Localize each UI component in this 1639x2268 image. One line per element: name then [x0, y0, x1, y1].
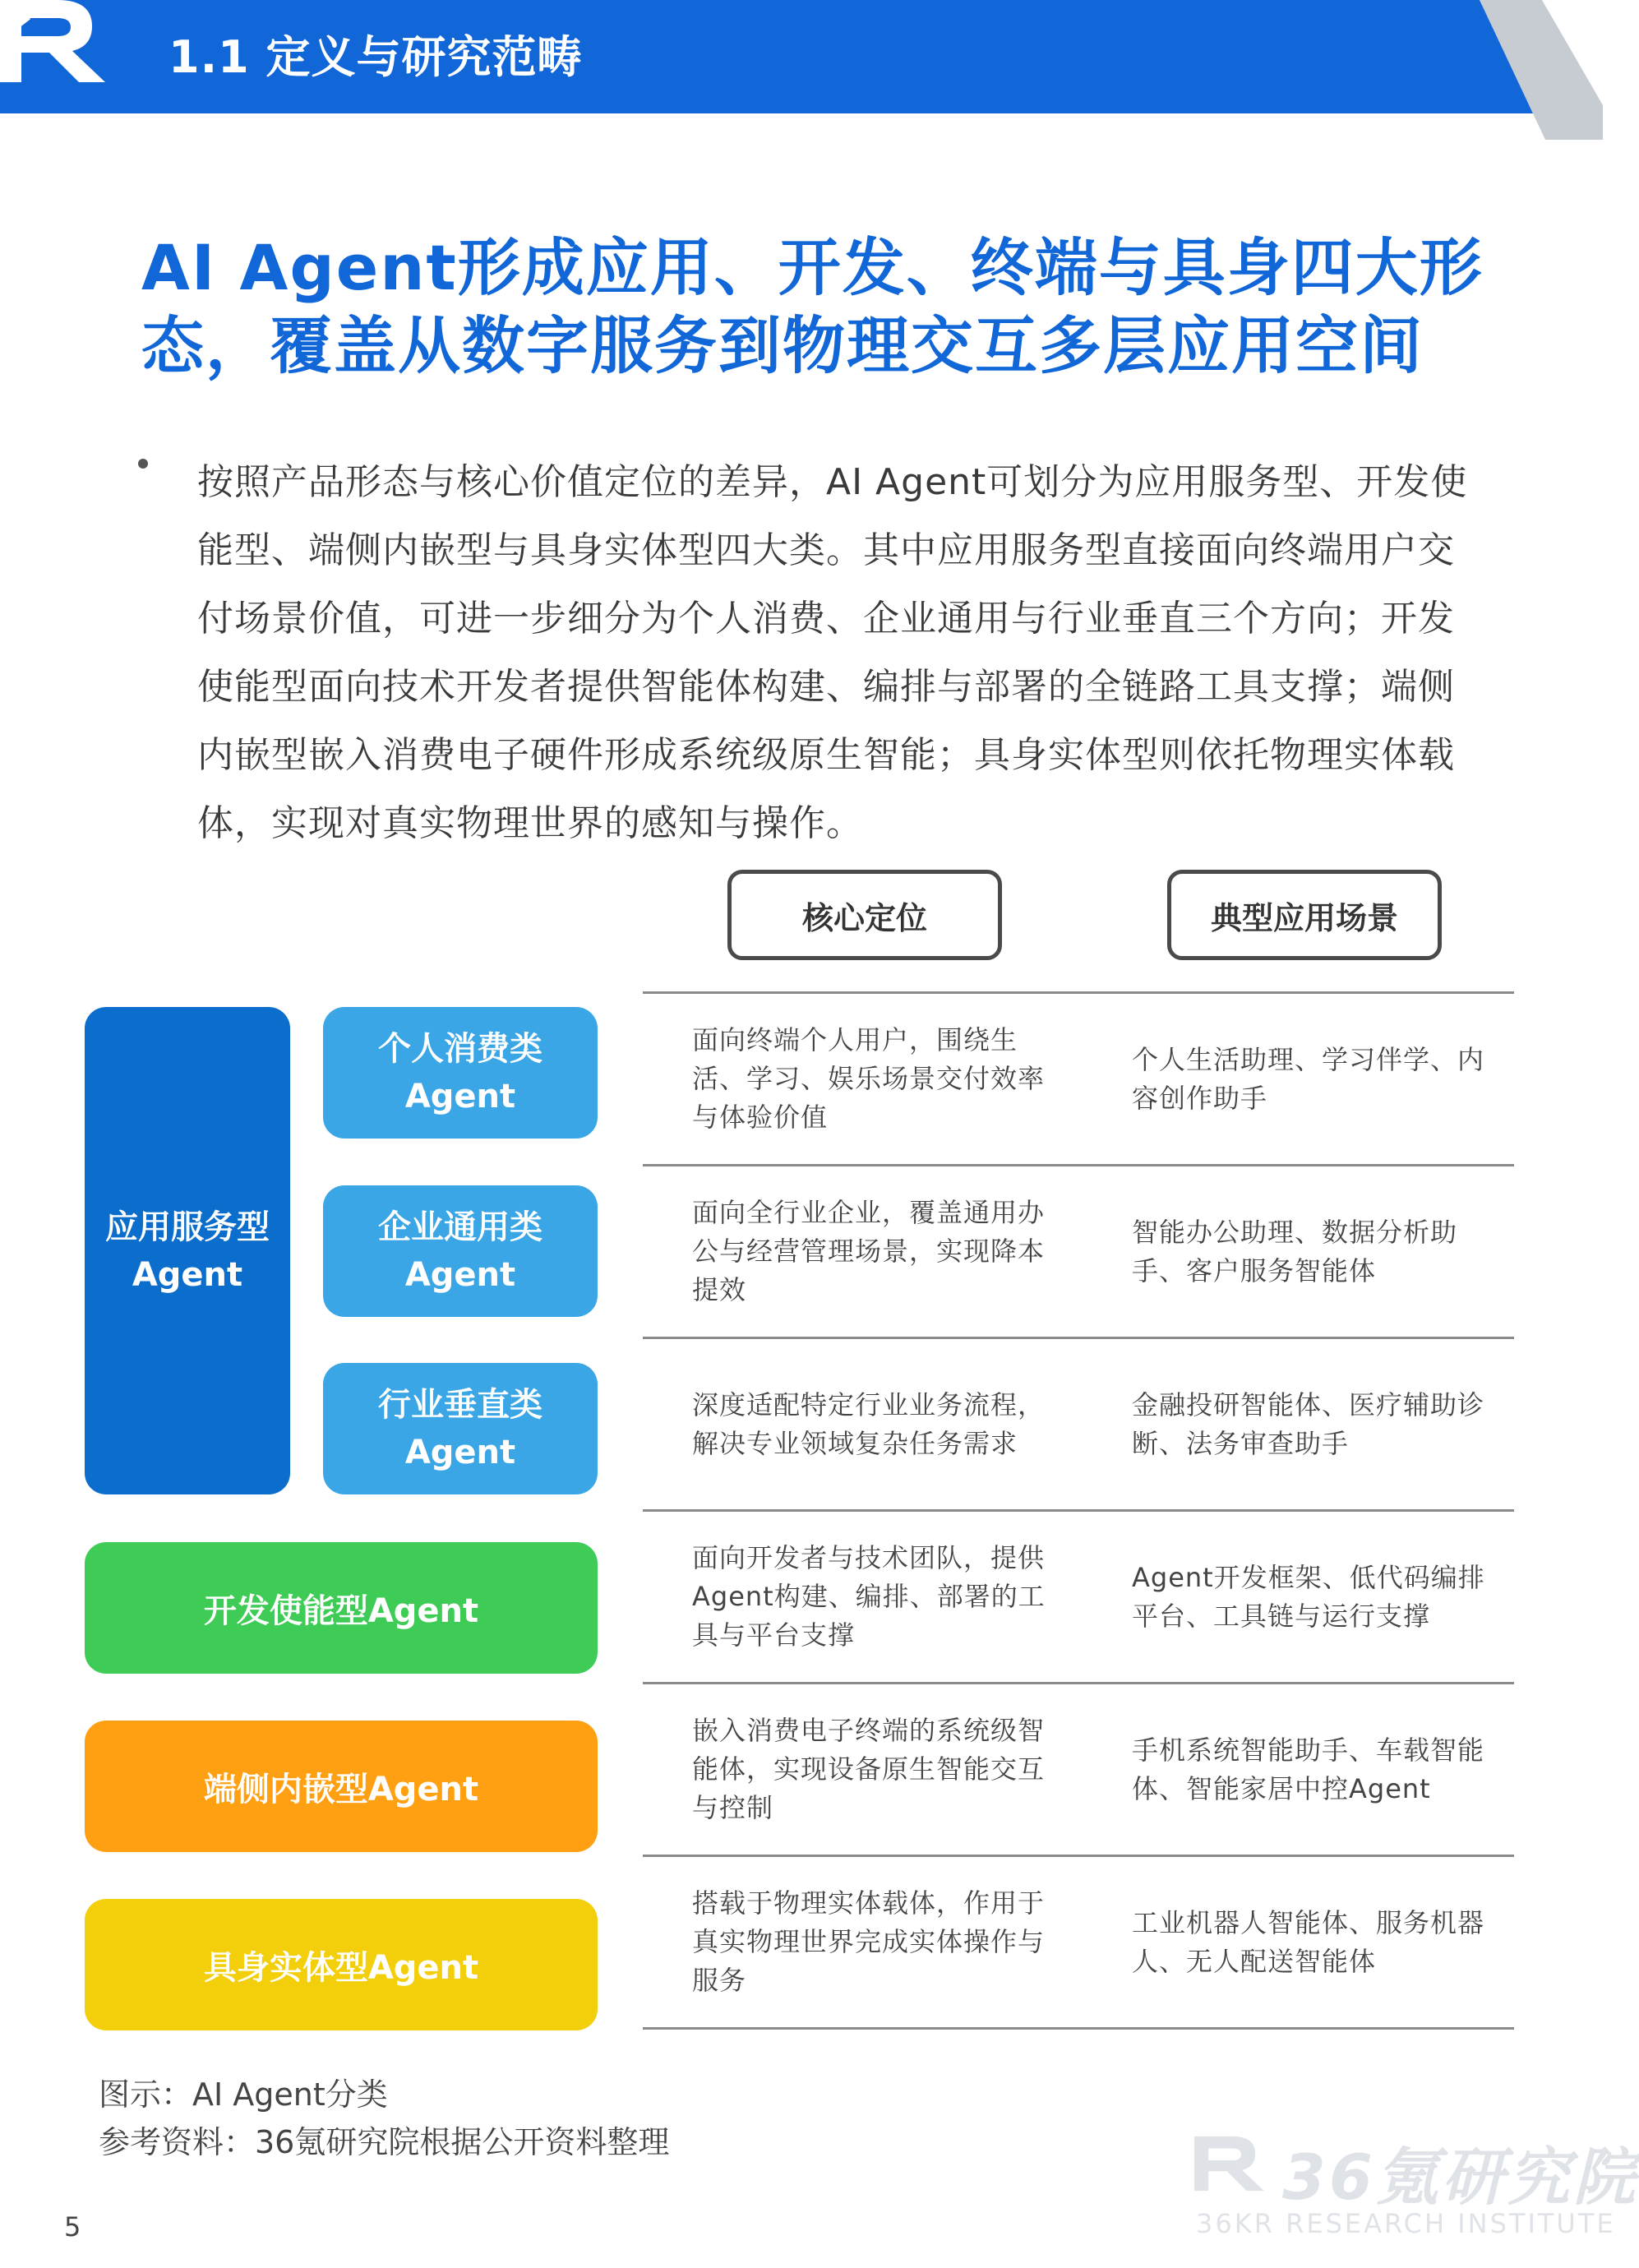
section-title: 1.1 定义与研究范畴 [169, 31, 583, 83]
category-label-line-2: Agent [404, 1434, 516, 1471]
category-industry-vertical [323, 1363, 598, 1494]
bullet-dot [138, 459, 148, 469]
category-label: 开发使能型Agent [203, 1591, 479, 1630]
brand-logo-icon [0, 0, 107, 82]
category-dev-enablement [85, 1542, 598, 1674]
row-divider [643, 1509, 1514, 1512]
column-header-scenario: 典型应用场景 [1167, 870, 1442, 960]
page-number: 5 [64, 2211, 81, 2243]
cell-scenario: 手机系统智能助手、车载智能体、智能家居中控Agent [1132, 1734, 1485, 1804]
cell-position: 面向全行业企业，覆盖通用办公与经营管理场景，实现降本提效 [692, 1197, 1046, 1305]
source-caption: 参考资料：36氪研究院根据公开资料整理 [99, 2124, 670, 2160]
category-personal-consumer [323, 1007, 598, 1139]
category-label-line-1: 应用服务型 [105, 1208, 270, 1246]
category-label-line-1: 企业通用类 [378, 1208, 542, 1246]
category-embodied-entity [85, 1899, 598, 2030]
watermark-logo-icon [1194, 2131, 1265, 2196]
category-on-device-embedded [85, 1721, 598, 1852]
cell-position: 面向开发者与技术团队，提供Agent构建、编排、部署的工具与平台支撑 [692, 1542, 1046, 1651]
category-label: 端侧内嵌型Agent [203, 1770, 479, 1808]
category-label-line-2: Agent [404, 1256, 516, 1294]
cell-scenario: 金融投研智能体、医疗辅助诊断、法务审查助手 [1132, 1389, 1485, 1459]
header-bar [0, 0, 1603, 113]
category-label-line-1: 个人消费类 [378, 1030, 542, 1068]
cell-scenario: 工业机器人智能体、服务机器人、无人配送智能体 [1132, 1907, 1485, 1977]
row-divider [643, 1164, 1514, 1166]
row-divider [643, 1855, 1514, 1857]
category-label-line-2: Agent [132, 1255, 243, 1294]
page-headline [141, 229, 1489, 385]
headline-line-1: AI Agent形成应用、开发、终端与具身四大形 [141, 231, 1484, 304]
cell-position: 嵌入消费电子终端的系统级智能体，实现设备原生智能交互与控制 [692, 1715, 1046, 1823]
cell-scenario: 个人生活助理、学习伴学、内容创作助手 [1132, 1044, 1485, 1114]
headline-line-2: 态，覆盖从数字服务到物理交互多层应用空间 [141, 309, 1424, 382]
watermark-subtitle: 36KR RESEARCH INSTITUTE [1196, 2208, 1616, 2239]
row-divider [643, 1682, 1514, 1684]
watermark-name: 36氪研究院 [1282, 2141, 1639, 2214]
row-divider [643, 2027, 1514, 2030]
column-header-position: 核心定位 [727, 870, 1002, 960]
row-divider [643, 991, 1514, 994]
category-label-line-2: Agent [404, 1078, 516, 1116]
figure-caption: 图示：AI Agent分类 [99, 2076, 388, 2113]
category-label: 具身实体型Agent [203, 1948, 479, 1987]
cell-scenario: Agent开发框架、低代码编排平台、工具链与运行支撑 [1132, 1562, 1485, 1632]
category-enterprise-general [323, 1185, 598, 1317]
cell-position: 深度适配特定行业业务流程，解决专业领域复杂任务需求 [692, 1389, 1046, 1459]
cell-position: 面向终端个人用户，围绕生活、学习、娱乐场景交付效率与体验价值 [692, 1024, 1046, 1133]
bullet-paragraph: 按照产品形态与核心价值定位的差异，AI Agent可划分为应用服务型、开发使能型、端侧内嵌型与具身实体型四大类。其中应用服务型直接面向终端用户交付场景价值，可进一步细分为个人消费、企业通用与行业垂直三个方向；开发使能型面向技术开发者提供智能体构建、编排与部署的全链路工具支撑；端侧内嵌型嵌入消费电子硬件形成系统级原生智能；具身实体型则依托物理实体载体，实现对真实物理世界的感知与操作。 [197, 461, 1468, 844]
category-application-service [85, 1007, 290, 1494]
cell-position: 搭载于物理实体载体，作用于真实物理世界完成实体操作与服务 [692, 1887, 1046, 1996]
cell-scenario: 智能办公助理、数据分析助手、客户服务智能体 [1132, 1217, 1458, 1286]
row-divider [643, 1337, 1514, 1339]
category-label-line-1: 行业垂直类 [378, 1386, 542, 1424]
